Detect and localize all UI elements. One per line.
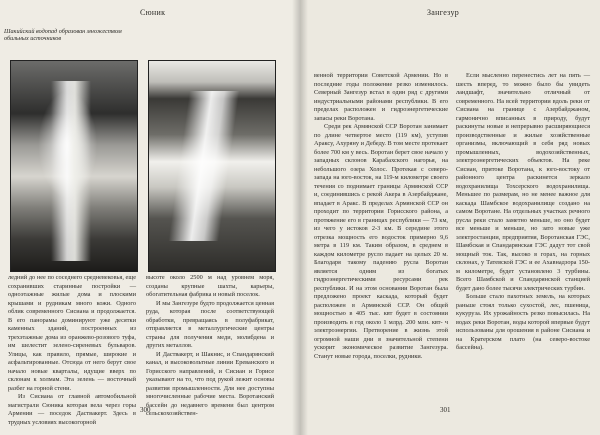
paragraph: венной территории Советской Армении. Но в последние годы положение резко изменилось. Северный Зангезур встал в один ряд с другими индустриальными районами республики. В его пределах расположен и гидроэнергетические запасы реки Воротана. — [314, 72, 448, 122]
waterfall-photo-left — [10, 60, 138, 272]
left-page-number: 300 — [140, 406, 151, 414]
paragraph: Больше стало пахотных земель, на которых раньше стоял только сухостой, лес, пшеница, кукуруза. Их урожайность резко повысилась. На водах реки Воротан, воды которой впервые будут использованы для орошения в районе Сисиана и на Кратерском плато (на северо-востоке бассейна). — [456, 293, 590, 351]
paragraph: высоте около 2500 м над уровнем моря, созданы крупные шахты, карьеры, обогатительная фабрика и новый поселок. — [146, 274, 274, 298]
paragraph: Среди рек Армянской ССР Воротан занимает по длине четвертое место (119 км), уступив Араксу, Ахуряну и Дебеду. В том месте протекает более 700 км у весь. Воротан берет свое начало у западных склонов Карабахского нагорья, на небольшого озера Холос. Протекая с северо-запада на юго-восток, на 119-м километре своего течения со поднимает границы Армянской ССР и, соединившись с рекой Акера в Азербайджане, впадает в Аракс. В пределах Армянской ССР он проходит по территории Горисского района, а протяжение его в границах республики — 73 км, из чего у истоков 2-3 км. В середине этого отрезка мощность его водосток примерно 9,6 метра в 119 км. Таким образом, в среднем в каждом километре русло падает на целых 20 м. Благодаря такому падению русла Воротан является одним из богатых гидроэнергетическими ресурсами рек республики. И на этом основании Воротан была предложено проект каскада, который будет расположен в Армянской ССР. Он общей мощностью в 405 тыс. квт будет в состоянии производить в год около 1 млрд. 200 млн. квт- ч электроэнергии. Претворение в жизнь этой огромной наши дни в значительной степени ускорит экономическое развитие Зангезура. Станут новые города, поселки, рудники. — [314, 123, 448, 360]
left-running-head: Сюник — [140, 8, 166, 17]
left-page-column-1 — [8, 274, 136, 426]
photo-caption: Шакийский водопад образован множеством обильных источников — [4, 28, 122, 43]
waterfall-photo-right — [148, 60, 276, 272]
right-page-column-2 — [456, 72, 590, 402]
paragraph: И Даствакерт, и Шакнис, и Спандарянский канал, и высоковольтные линии Ереванского и Горисского направлений, и Сисиан и Горисе указывают на то, что под рукой лежит основы развития промышленности. Для нее доступны многочисленные рабочие места. Воротанский бассейн до недавнего времени был центром сельскохозяйствен- — [146, 350, 274, 417]
paragraph: Если мысленно перенестись лет на пять — шесть вперед, то можно было бы увидеть ландшафт, значительно отличный от современного. На всей территории вдоль реки от Сисиана на границе с Азербайджаном, гармонично вписанных в природу, будут раскинуты новые и непрерывно расширяющиеся производственные и жилые хозяйственные организмы, включающий в себя ряд новых промышленных, водохозяйственных, электроэнергетических объектов. На реке Сисиан, притоке Воротана, к юго-востоку от районного центра раскинется зеркало водохранилища Тохсерского водохранилища. Меньшее по размерам, но не менее важное для каскада Шамбское водохранилище создано на самом Воротане. На отдельных участках речного русла реки стало заметно меньше, но оно будет все меньше и меньше, но зато новые уже электростанции, предприятия, Воротанская ГЭС, Шамбская и Спандарянская ГЭС дадут тот свой мощный ток. Так, высоко в горах, на горных склонах, у Татевской ГЭС и ее Ахавнадзора 150-м километре, будет установлено 3 турбины. Всего Шамбской и Спандарянской станцией будет дано более тысячи электрических турбин. — [456, 72, 590, 292]
left-page-column-2 — [146, 274, 274, 417]
right-page-column-1 — [314, 72, 448, 402]
right-page — [300, 0, 600, 435]
right-page-number: 301 — [440, 406, 451, 414]
paragraph: И мы Зангезуре будто продолжается ценная руда, которая после соответствующей обработки, превращаясь в полуфабрикат, отправляется в металлургические центры страны для получения меди, молибдена и других металлов. — [146, 299, 274, 349]
right-running-head: Зангезур — [427, 8, 460, 17]
paragraph: ледний до нее по соседнего средневековья, еще сохранивших старинные постройки — одноэтажные жилые дома и плоскими крышами и рудникам много кожи. Одного облик современного Сисиана и продолжается. В его панорамы доминируют уже десятки каменных зданий, построенных из трехэтажные дома из оранжево-розового туфа, им шелестит зелено-сиреневых бульваров. Улицы, как правило, прямые, широкие и асфальтированные. Отсюда от него берут свое начало новые кварталы, идущие вверх по склонам к холмам. Эта зелень — восточный разбег на горной стени. — [8, 274, 136, 392]
paragraph: Из Сисиана от главной автомобильной магистрали Сюника которая вела через горы Армении — поседок Даствакерт. Здесь в трудных условиях высокогорной — [8, 393, 136, 426]
